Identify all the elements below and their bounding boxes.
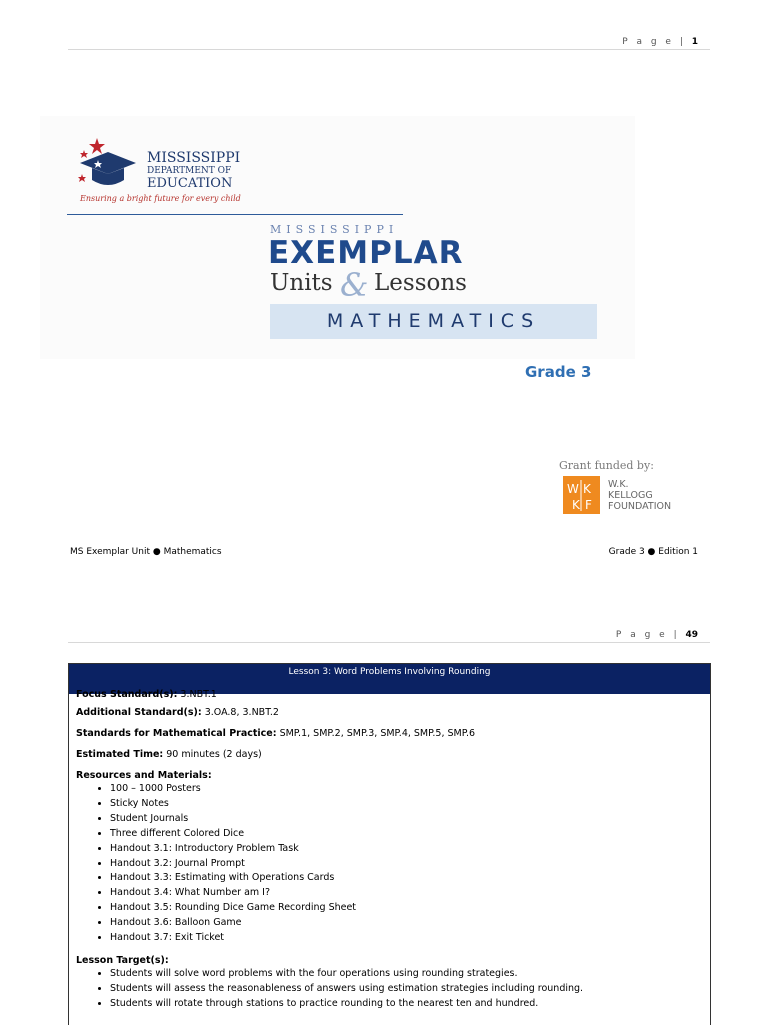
list-item: • Handout 3.5: Rounding Dice Game Recording Sheet	[110, 901, 703, 916]
list-item: • Student Journals	[110, 812, 703, 827]
logo-mississippi: MISSISSIPPI	[147, 150, 241, 166]
list-item: • Handout 3.1: Introductory Problem Task	[110, 842, 703, 857]
list-item: • Handout 3.6: Balloon Game	[110, 916, 703, 931]
banner-exemplar: EXEMPLAR	[268, 235, 464, 271]
logo-tagline: Ensuring a bright future for every child	[80, 194, 241, 203]
banner-lessons: Lessons	[374, 270, 467, 296]
mathematics-band	[270, 304, 597, 339]
lesson-title-bar: Lesson 3: Word Problems Involving Rounding	[69, 664, 710, 694]
focus-standards: Focus Standard(s): 3.NBT.1	[76, 689, 217, 698]
kellogg-foundation-name: W.K. KELLOGG FOUNDATION	[608, 479, 672, 512]
banner-ampersand: &	[340, 266, 369, 304]
list-item: • 100 – 1000 Posters	[110, 782, 703, 797]
title-banner	[40, 116, 635, 359]
footer-grade-edition: Grade 3 ● Edition 1	[608, 547, 698, 557]
grant-funded-label: Grant funded by:	[559, 459, 654, 472]
svg-text:K: K	[583, 482, 591, 496]
list-item: • Handout 3.4: What Number am I?	[110, 886, 703, 901]
banner-units: Units	[270, 270, 333, 296]
list-item: • Handout 3.7: Exit Ticket	[110, 931, 703, 946]
estimated-time: Estimated Time: 90 minutes (2 days)	[76, 749, 262, 760]
list-item: • Sticky Notes	[110, 797, 703, 812]
lesson-targets-list	[76, 967, 703, 1012]
wkkf-logo-icon	[563, 476, 600, 514]
grade-label: Grade 3	[525, 363, 592, 381]
resources-list	[76, 782, 703, 946]
svg-text:K: K	[572, 498, 580, 512]
banner-mississippi: MISSISSIPPI	[270, 223, 399, 236]
list-item: • Students will solve word problems with the four operations using rounding strategies.	[110, 967, 703, 982]
header-rule-page-49	[68, 642, 710, 643]
lesson-targets-heading: Lesson Target(s):	[76, 954, 169, 966]
footer-unit-label: MS Exemplar Unit ● Mathematics	[70, 547, 222, 557]
lesson-body	[69, 688, 710, 1012]
logo-education: EDUCATION	[147, 176, 233, 191]
banner-divider	[67, 214, 403, 215]
list-item: • Handout 3.3: Estimating with Operations Cards	[110, 871, 703, 886]
logo-department: DEPARTMENT OF	[147, 166, 232, 176]
list-item: • Handout 3.2: Journal Prompt	[110, 857, 703, 872]
additional-standards: Additional Standard(s): 3.OA.8, 3.NBT.2	[76, 707, 279, 718]
svg-text:W: W	[567, 482, 579, 496]
page-number-header-49: P a g e | 49	[615, 630, 698, 640]
mde-graduation-cap-logo-icon	[78, 136, 140, 194]
header-rule	[68, 49, 710, 50]
list-item: • Students will rotate through stations to practice rounding to the nearest ten and hundred.	[110, 997, 703, 1012]
list-item: • Three different Colored Dice	[110, 827, 703, 842]
lesson-table	[68, 663, 711, 1025]
banner-mathematics: MATHEMATICS	[326, 310, 541, 332]
resources-heading: Resources and Materials:	[76, 770, 212, 781]
math-practice-standards: Standards for Mathematical Practice: SMP.1, SMP.2, SMP.3, SMP.4, SMP.5, SMP.6	[76, 728, 476, 739]
list-item: • Students will assess the reasonableness of answers using estimation strategies including rounding.	[110, 982, 703, 997]
svg-text:F: F	[585, 498, 592, 512]
page-number-header: P a g e | 1	[622, 37, 698, 47]
